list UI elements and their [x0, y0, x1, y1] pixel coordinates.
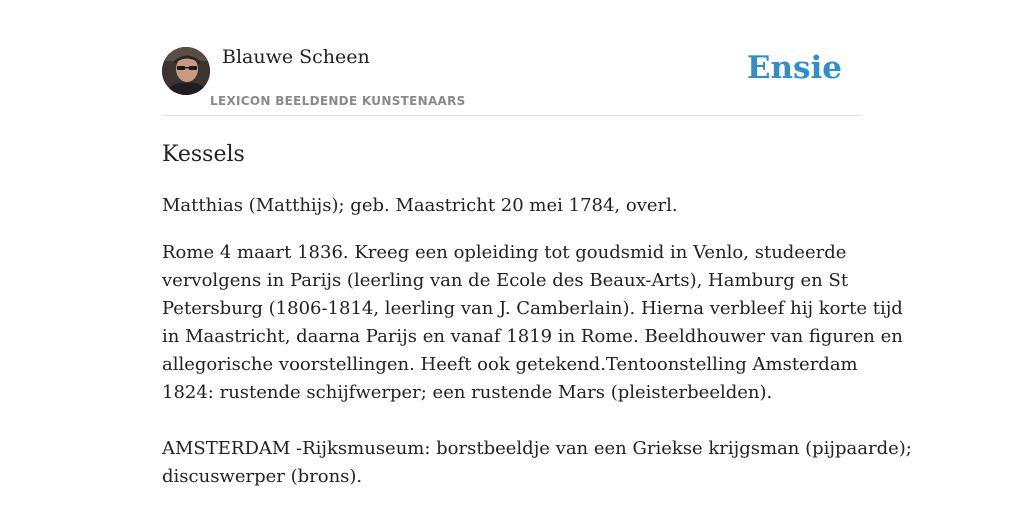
author-avatar[interactable] — [162, 47, 210, 95]
entry-title: Kessels — [162, 142, 245, 167]
author-photo-icon — [162, 47, 210, 95]
entry-card — [162, 0, 912, 512]
museum-line: discuswerper (brons). — [162, 466, 363, 487]
body-line: vervolgens in Parijs (leerling van de Ecole des Beaux-Arts), Hamburg en St — [162, 270, 849, 291]
paragraph-gap — [162, 407, 862, 435]
body-line: Petersburg (1806-1814, leerling van J. Camberlain). Hierna verbleef hij korte tijd — [162, 298, 903, 319]
body-line: Rome 4 maart 1836. Kreeg een opleiding tot goudsmid in Venlo, studeerde — [162, 242, 847, 263]
body-line: 1824: rustende schijfwerper; een rustende Mars (pleisterbeelden). — [162, 382, 773, 403]
header-divider — [162, 115, 862, 116]
entry-lead: Matthias (Matthijs); geb. Maastricht 20 mei 1784, overl. — [162, 195, 678, 216]
body-line: allegorische voorstellingen. Heeft ook getekend.Tentoonstelling Amsterdam — [162, 354, 858, 375]
author-name[interactable]: Blauwe Scheen — [222, 46, 370, 68]
body-line: in Maastricht, daarna Parijs en vanaf 1819 in Rome. Beeldhouwer van figuren en — [162, 326, 903, 347]
museum-line: AMSTERDAM -Rijksmuseum: borstbeeldje van een Griekse krijgsman (pijpaarde); — [162, 438, 912, 459]
entry-body — [162, 239, 912, 491]
site-logo[interactable]: Ensie — [746, 50, 842, 86]
publication-label[interactable]: LEXICON BEELDENDE KUNSTENAARS — [210, 94, 466, 108]
